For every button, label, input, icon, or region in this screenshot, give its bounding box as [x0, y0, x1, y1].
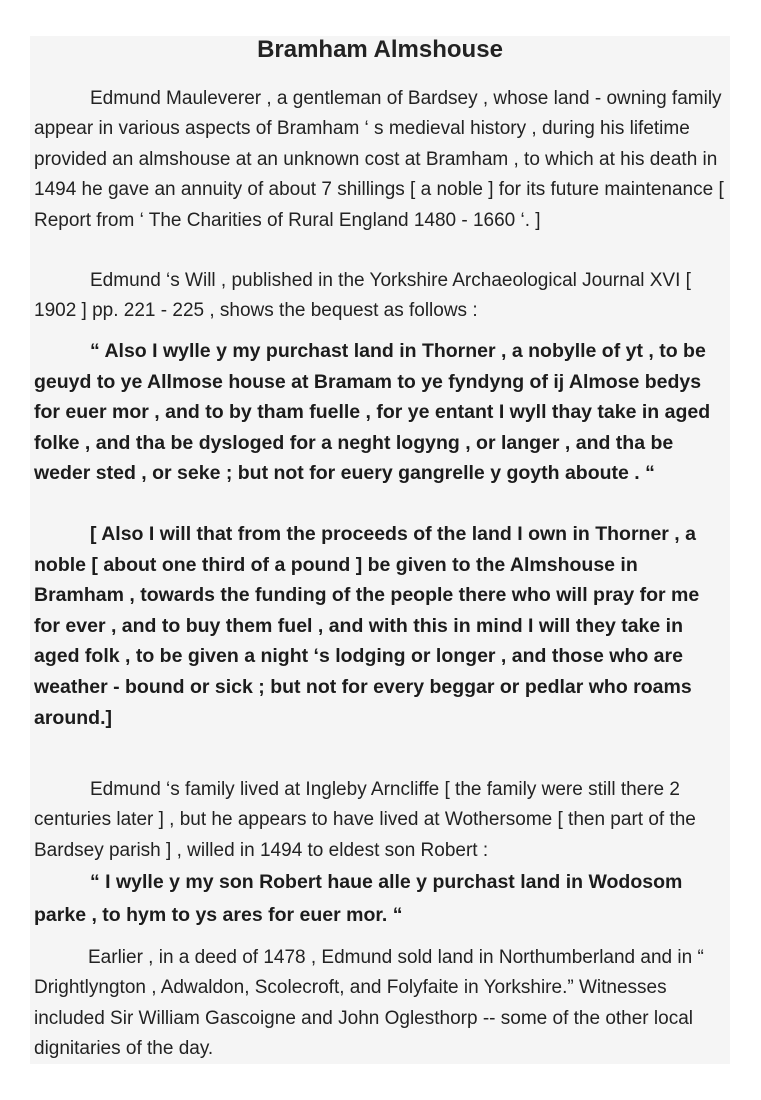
document-page [30, 36, 730, 1064]
paragraph-will-reference: Edmund ‘s Will , published in the Yorkshire Archaeological Journal XVI [ 1902 ] pp. 221 - 225 , shows the bequest as follows : [34, 270, 691, 322]
paragraph-maulverer-intro: Edmund Mauleverer , a gentleman of Bardsey , whose land - owning family appear in various aspects of Bramham ‘ s medieval history , during his lifetime provided an almshouse at an unknown cost at Bramham , to which at his death in 1494 he gave an annuity of about 7 shillings [ a noble ] for its future maintenance [ Report from ‘ The Charities of Rural England 1480 - 1660 ‘. ] [34, 88, 724, 231]
translation-will-bequest: [ Also I will that from the proceeds of the land I own in Thorner , a noble [ about one third of a pound ] be given to the Almshouse in Bramham , towards the funding of the people there who will pray for me for ever , and to buy them fuel , and with this in mind I will they take in aged folk , to be given a night ‘s lodging or longer , and those who are weather - bound or sick ; but not for every beggar or pedlar who roams around.] [34, 523, 700, 729]
paragraph-family-residence: Edmund ‘s family lived at Ingleby Arncliffe [ the family were still there 2 centuries later ] , but he appears to have lived at Wothersome [ then part of the Bardsey parish ] , willed in 1494 to eldest son Robert : [34, 779, 696, 861]
paragraph-deed-1478: Earlier , in a deed of 1478 , Edmund sold land in Northumberland and in “ Drightlyngton , Adwaldon, Scolecroft, and Folyfaite in Yorkshire.” Witnesses included Sir William Gascoigne and John Oglesthorp -- some of the other local dignitaries of the day. [34, 947, 704, 1060]
quote-will-bequest: “ Also I wylle y my purchast land in Thorner , a nobylle of yt , to be geuyd to ye Allmose house at Bramam to ye fyndyng of ij Almose bedys for euer mor , and to by tham fuelle , for ye entant I wyll thay take in aged folke , and tha be dysloged for a neght logyng , or langer , and tha be weder sted , or seke ; but not for euery gangrelle y goyth aboute . “ [34, 340, 711, 485]
quote-robert-bequest: “ I wylle y my son Robert haue alle y purchast land in Wodosom parke , to hym to ys ares for euer mor. “ [34, 871, 683, 926]
document-title: Bramham Almshouse [257, 36, 503, 63]
